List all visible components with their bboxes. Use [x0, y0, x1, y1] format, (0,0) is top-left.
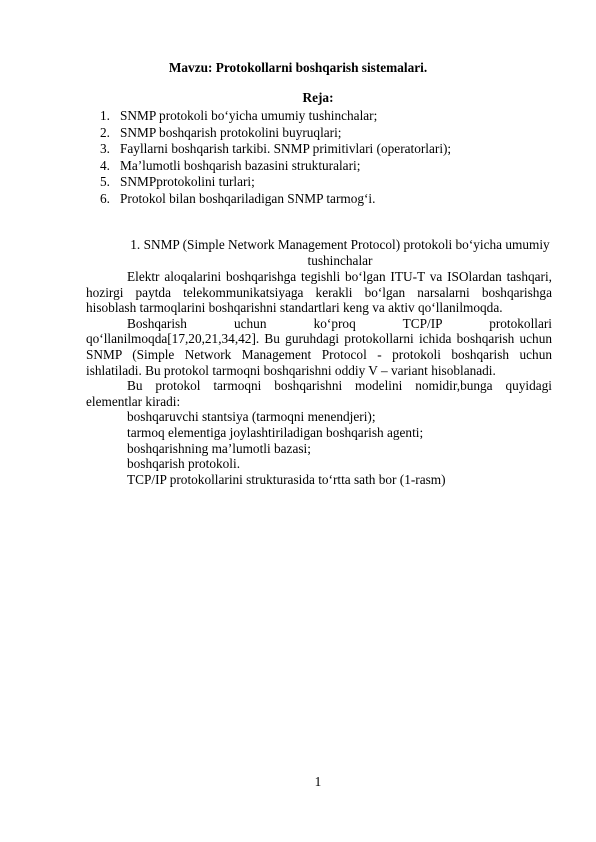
- element-item: boshqaruvchi stantsiya (tarmoqni menendjeri);: [127, 409, 376, 425]
- element-item: TCP/IP protokollarini strukturasida to‘rtta sath bor (1-rasm): [127, 471, 446, 487]
- body-paragraph: Boshqarish uchun ko‘proq TCP/IP protokollari qo‘llanilmoqda[17,20,21,34,42]. Bu guruhdagi protokollarni ichida boshqarish uchun SNMP (Simple Network Management Protocol - protokoli boshqarish uchun ishlatiladi. Bu protokol tarmoqni boshqarishni oddiy V – variant hisoblanadi.: [86, 315, 552, 378]
- plan-item-text: Protokol bilan boshqariladigan SNMP tarmog‘i.: [120, 190, 376, 206]
- plan-item-text: Fayllarni boshqarish tarkibi. SNMP primitivlari (operatorlari);: [120, 141, 452, 156]
- plan-item: [100, 108, 520, 125]
- plan-item: [100, 174, 520, 191]
- element-item: boshqarish protokoli.: [127, 456, 241, 472]
- plan-item: [100, 191, 520, 208]
- plan-item: [100, 158, 520, 175]
- page-number: 1: [314, 774, 322, 789]
- plan-item: [100, 125, 520, 142]
- plan-item-number: 5.: [100, 174, 110, 189]
- plan-item-text: Ma’lumotli boshqarish bazasini strukturalari;: [120, 157, 361, 173]
- plan-item-number: 4.: [100, 157, 110, 173]
- plan-heading: Reja:: [302, 90, 334, 105]
- section-heading: 1. SNMP (Simple Network Management Protocol) protokoli bo‘yicha umumiy tushinchalar: [130, 237, 550, 268]
- element-item: tarmoq elementiga joylashtiriladigan boshqarish agenti;: [127, 424, 424, 440]
- plan-item-number: 2.: [100, 124, 110, 140]
- plan-item-text: SNMPprotokolini turlari;: [120, 174, 255, 189]
- plan-item-text: SNMP protokoli bo‘yicha umumiy tushinchalar;: [120, 108, 378, 123]
- plan-item: [100, 141, 520, 158]
- body-paragraph: Bu protokol tarmoqni boshqarishni modelini nomidir,bunga quyidagi elementlar kiradi:: [86, 378, 552, 409]
- document-title: Mavzu: Protokollarni boshqarish sistemalari.: [168, 60, 428, 75]
- plan-item-text: SNMP boshqarish protokolini buyruqlari;: [120, 124, 342, 140]
- plan-item-number: 3.: [100, 141, 110, 156]
- element-item: boshqarishning ma’lumotli bazasi;: [127, 440, 311, 456]
- plan-item-number: 1.: [100, 108, 110, 123]
- plan-list: [100, 108, 520, 207]
- document-body: [86, 269, 552, 487]
- body-paragraph: Elektr aloqalarini boshqarishga tegishli bo‘lgan ITU-T va ISOlardan tashqari, hozirgi paytda telekommunikatsiyaga kerakli bo‘lgan narsalarni boshqarishga hisoblash tarmoqlarini boshqarishni standartlari keng va aktiv qo‘llanilmoqda.: [86, 269, 552, 316]
- plan-item-number: 6.: [100, 190, 110, 206]
